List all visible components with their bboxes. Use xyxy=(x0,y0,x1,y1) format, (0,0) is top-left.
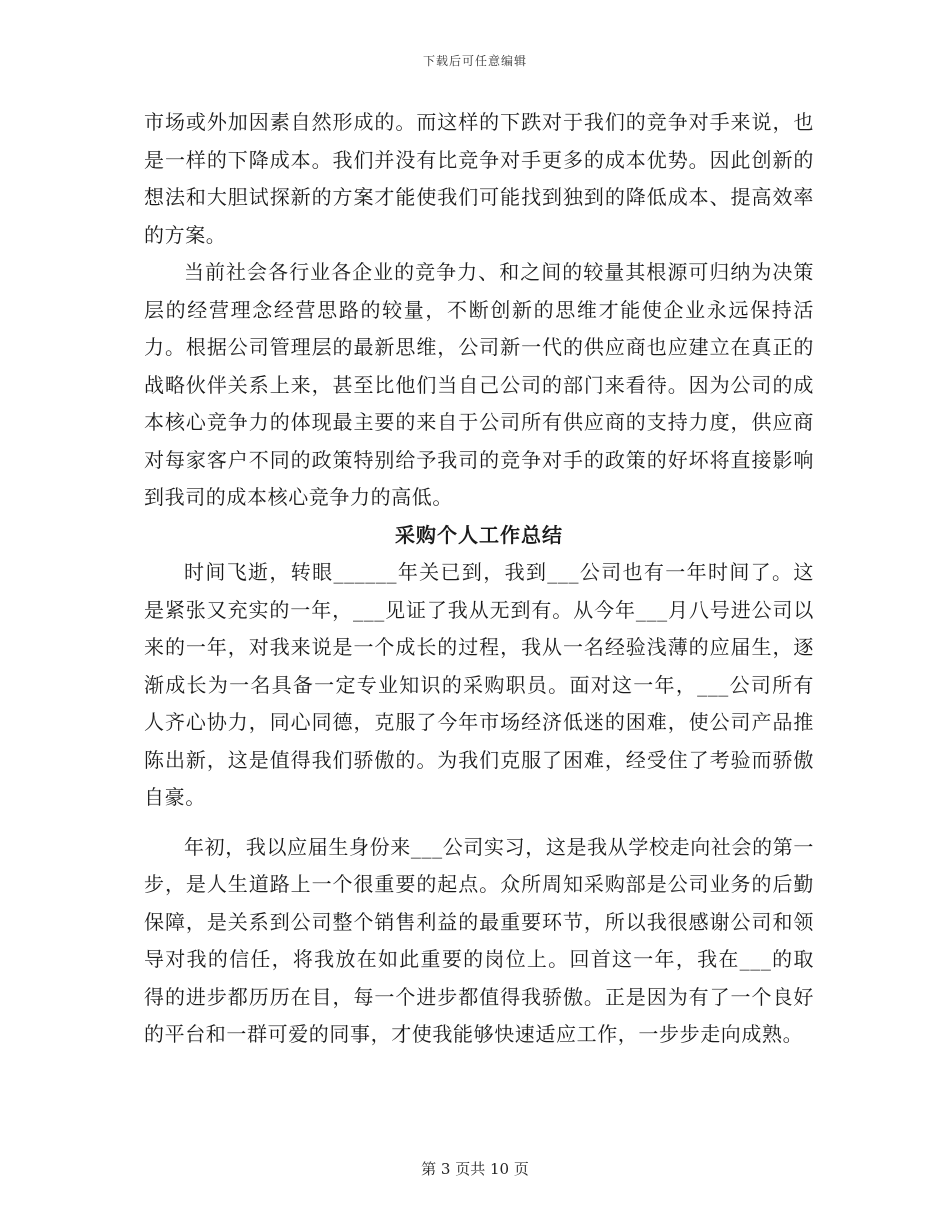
page-header: 下载后可任意编辑 xyxy=(422,54,527,68)
paragraph-4: 年初，我以应届生身份来___公司实习，这是我从学校走向社会的第一步，是人生道路上一个很重要的起点。众所周知采购部是公司业务的后勤保障，是关系到公司整个销售利益的最重要环节，所以我很感谢公司和领导对我的信任，将我放在如此重要的岗位上。回首这一年，我在___的取得的进步都历历在目，每一个进步都值得我骄傲。正是因为有了一个良好的平台和一群可爱的同事，才使我能够快速适应工作，一步步走向成熟。 xyxy=(144,834,814,1046)
page-footer: 第 3 页共 10 页 xyxy=(421,1160,529,1178)
paragraph-3: 时间飞逝，转眼______年关已到，我到___公司也有一年时间了。这是紧张又充实的一年，___见证了我从无到有。从今年___月八号进公司以来的一年，对我来说是一个成长的过程，我从一名经验浅薄的应届生，逐渐成长为一名具备一定专业知识的采购职员。面对这一年，___公司所有人齐心协力，同心同德，克服了今年市场经济低迷的困难，使公司产品推陈出新，这是值得我们骄傲的。为我们克服了困难，经受住了考验而骄傲自豪。 xyxy=(144,560,814,809)
document-body xyxy=(144,104,814,1054)
paragraph-2: 当前社会各行业各企业的竞争力、和之间的较量其根源可归纳为决策层的经营理念经营思路的较量，不断创新的思维才能使企业永远保持活力。根据公司管理层的最新思维，公司新一代的供应商也应建立在真正的战略伙伴关系上来，甚至比他们当自己公司的部门来看待。因为公司的成本核心竞争力的体现最主要的来自于公司所有供应商的支持力度，供应商对每家客户不同的政策特别给予我司的竞争对手的政策的好坏将直接影响到我司的成本核心竞争力的高低。 xyxy=(144,260,814,509)
paragraph-1: 市场或外加因素自然形成的。而这样的下跌对于我们的竞争对手来说，也是一样的下降成本。我们并没有比竞争对手更多的成本优势。因此创新的想法和大胆试探新的方案才能使我们可能找到独到的降低成本、提高效率的方案。 xyxy=(144,110,814,247)
section-title: 采购个人工作总结 xyxy=(395,522,563,547)
